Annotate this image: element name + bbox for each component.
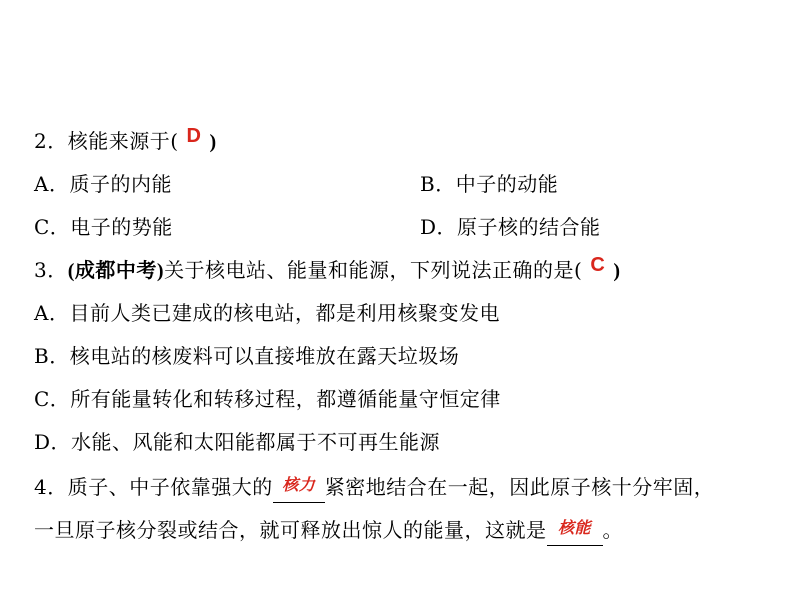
q2-stem-line bbox=[34, 125, 217, 155]
q2-option-d: D．原子核的结合能 bbox=[420, 215, 601, 239]
q3-stem-line bbox=[34, 254, 621, 284]
q3-source: (成都中考) bbox=[67, 260, 165, 282]
q4-part4: 。 bbox=[602, 518, 623, 542]
q2-options-row-2 bbox=[34, 214, 754, 240]
q2-stem: 2．核能来源于( bbox=[34, 129, 179, 153]
q3-option-a: A．目前人类已建成的核电站，都是利用核聚变发电 bbox=[34, 301, 500, 325]
q2-close-paren: ) bbox=[209, 131, 217, 153]
q2-option-b: B．中子的动能 bbox=[420, 172, 559, 196]
q3-answer: C bbox=[590, 254, 606, 276]
q2-option-c: C．电子的势能 bbox=[34, 215, 173, 239]
q4-blank-2 bbox=[547, 517, 603, 546]
q2-answer: D bbox=[186, 125, 202, 147]
q4-part3: 一旦原子核分裂或结合，就可释放出惊人的能量，这就是 bbox=[34, 518, 547, 542]
q2-option-a: A．质子的内能 bbox=[34, 172, 172, 196]
q4-line-1 bbox=[34, 474, 714, 503]
q4-part1: 4．质子、中子依靠强大的 bbox=[34, 475, 273, 499]
q3-option-b: B．核电站的核废料可以直接堆放在露天垃圾场 bbox=[34, 344, 460, 368]
q4-blank-2-answer: 核能 bbox=[557, 518, 591, 537]
q2-options-row-1 bbox=[34, 171, 754, 197]
q3-option-c: C．所有能量转化和转移过程，都遵循能量守恒定律 bbox=[34, 387, 501, 411]
q4-blank-1 bbox=[273, 474, 325, 503]
q3-number: 3． bbox=[34, 258, 68, 282]
q3-option-d: D．水能、风能和太阳能都属于不可再生能源 bbox=[34, 430, 441, 454]
q3-stem: 关于核电站、能量和能源，下列说法正确的是( bbox=[164, 258, 583, 282]
q4-line-2 bbox=[34, 517, 623, 546]
q3-close-paren: ) bbox=[613, 260, 621, 282]
q4-part2: 紧密地结合在一起，因此原子核十分牢固， bbox=[324, 475, 715, 499]
q4-blank-1-answer: 核力 bbox=[282, 475, 316, 494]
